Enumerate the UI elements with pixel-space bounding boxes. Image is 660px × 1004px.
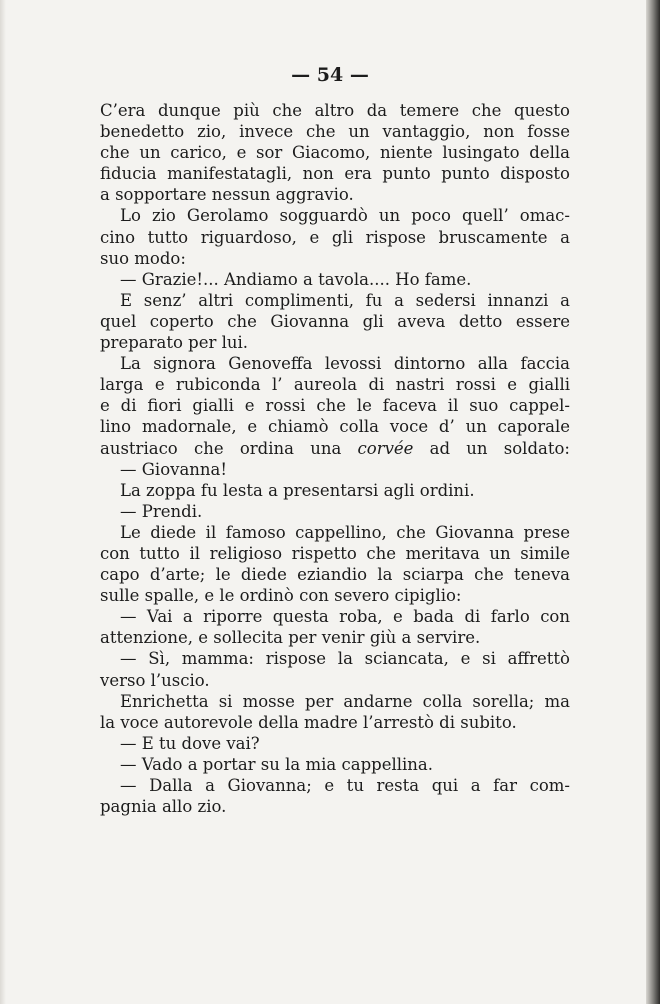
page-number: — 54 — (291, 64, 369, 86)
text-line: La signora Genoveffa levossi dintorno alla faccia (120, 354, 570, 374)
text-line: preparato per lui. (100, 333, 249, 353)
text-line: sulle spalle, e le ordinò con severo cipiglio: (100, 586, 462, 606)
text-line: — Dalla a Giovanna; e tu resta qui a far com- (120, 776, 570, 795)
text-line: — Sì, mamma: rispose la sciancata, e si affrettò (120, 649, 570, 669)
text-line: La zoppa fu lesta a presentarsi agli ordini. (120, 480, 475, 500)
text-line: fiducia manifestatagli, non era punto punto disposto (100, 164, 570, 184)
text-line: attenzione, e sollecita per venir giù a servire. (100, 628, 481, 648)
text-line: a sopportare nessun aggravio. (100, 185, 354, 205)
text-line: verso l’uscio. (100, 670, 210, 690)
text-line: e di fiori gialli e rossi che le faceva il suo cappel- (100, 396, 570, 416)
text-line: larga e rubiconda l’ aureola di nastri rossi e gialli (100, 375, 570, 395)
text-line: Lo zio Gerolamo sogguardò un poco quell’ omac- (120, 206, 570, 226)
text-body (100, 100, 570, 817)
text-line: la voce autorevole della madre l’arrestò di subito. (100, 712, 517, 732)
text-line: che un carico, e sor Giacomo, niente lusingato della (100, 143, 570, 163)
text-line: — Vai a riporre questa roba, e bada di farlo con (120, 607, 570, 627)
page-left-edge (0, 0, 6, 1004)
text-line: capo d’arte; le diede eziandio la sciarpa che teneva (100, 565, 570, 585)
text-line: E senz’ altri complimenti, fu a sedersi innanzi a (120, 290, 570, 310)
text-line: — Vado a portar su la mia cappellina. (120, 754, 434, 774)
text-line: austriaco che ordina una corvée ad un soldato: (100, 438, 570, 458)
text-line: Enrichetta si mosse per andarne colla sorella; ma (120, 691, 570, 711)
text-line: — Giovanna! (120, 459, 228, 479)
text-line: — Prendi. (120, 501, 203, 521)
text-line: cino tutto riguardoso, e gli rispose bruscamente a (100, 227, 570, 247)
text-line: C’era dunque più che altro da temere che questo (100, 101, 570, 120)
page-binding-shadow (646, 0, 660, 1004)
text-line: pagnia allo zio. (100, 797, 227, 817)
text-line: lino madornale, e chiamò colla voce d’ un caporale (100, 417, 570, 437)
text-line: benedetto zio, invece che un vantaggio, non fosse (100, 122, 570, 142)
text-line: Le diede il famoso cappellino, che Giovanna prese (120, 522, 570, 542)
text-line: — Grazie!... Andiamo a tavola.... Ho fame. (120, 269, 472, 289)
text-line: — E tu dove vai? (120, 733, 260, 753)
text-line: suo modo: (100, 248, 186, 268)
text-line: con tutto il religioso rispetto che meritava un simile (100, 543, 570, 563)
text-line: quel coperto che Giovanna gli aveva detto essere (100, 311, 570, 331)
italic-word: corvée (357, 438, 414, 458)
